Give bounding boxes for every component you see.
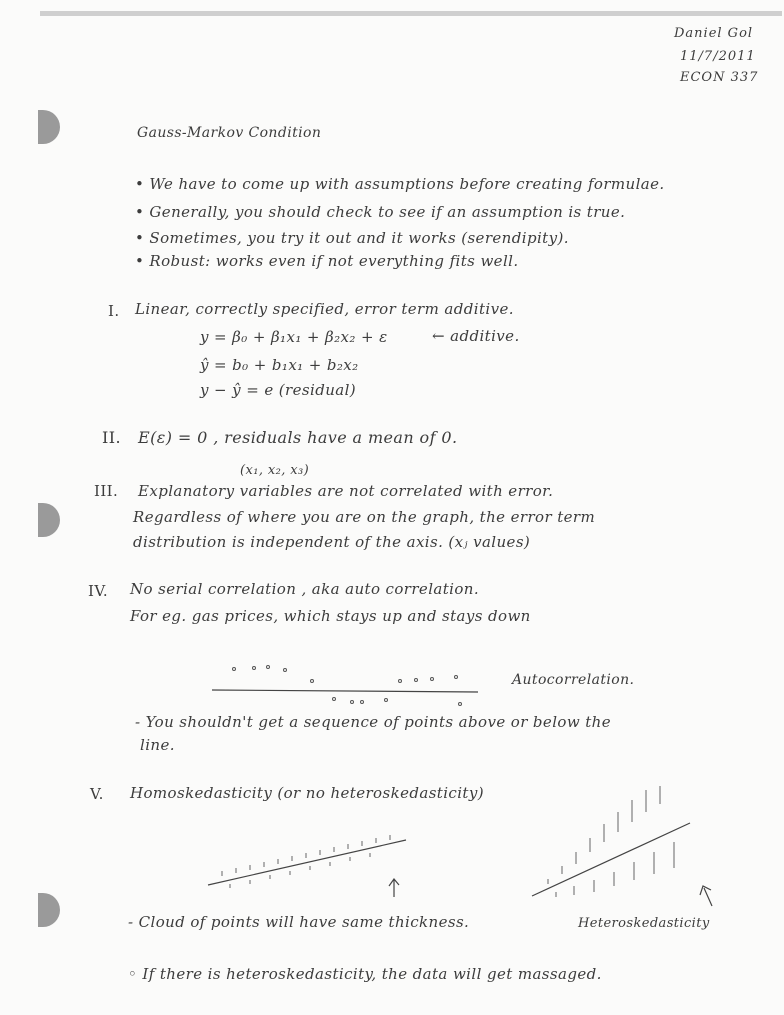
section-heading: Linear, correctly specified, error term additive.: [135, 300, 514, 318]
autocorrelation-axis-line: [212, 690, 478, 692]
bullet-text: Sometimes, you try it out and it works (serendipity).: [149, 229, 569, 247]
figure-caption: - Cloud of points will have same thickness.: [128, 913, 470, 931]
bullet-item: • We have to come up with assumptions before creating formulae.: [135, 175, 665, 193]
variables-annotation: (x₁, x₂, x₃): [240, 463, 310, 478]
page-title: Gauss-Markov Condition: [137, 125, 322, 141]
section-text: No serial correlation , aka auto correlation.: [130, 580, 480, 598]
bullet-text: Generally, you should check to see if an assumption is true.: [149, 203, 626, 221]
section-numeral: V.: [90, 785, 104, 803]
section-heading: Homoskedasticity (or no heteroskedasticity): [130, 784, 484, 802]
equation: ŷ = b₀ + b₁x₁ + b₂x₂: [200, 356, 359, 374]
section-numeral: II.: [102, 428, 121, 447]
figure-label: Autocorrelation.: [512, 672, 635, 688]
figure-caption: Heteroskedasticity: [578, 916, 710, 931]
footer-text: If there is heteroskedasticity, the data will get massaged.: [142, 965, 602, 983]
section-text: E(ε) = 0 , residuals have a mean of 0.: [138, 428, 458, 447]
bullet-item: • Generally, you should check to see if an assumption is true.: [135, 203, 626, 221]
bullet-text: We have to come up with assumptions before creating formulae.: [149, 175, 665, 193]
equation: y = β₀ + β₁x₁ + β₂x₂ + ε: [200, 328, 388, 346]
section-numeral: III.: [94, 482, 119, 500]
section-text: Explanatory variables are not correlated with error.: [138, 482, 554, 500]
section-text: For eg. gas prices, which stays up and stays down: [130, 607, 531, 625]
arrow-icon: [389, 879, 399, 897]
author-name: Daniel Gol: [674, 26, 754, 41]
section-numeral: IV.: [88, 582, 109, 600]
heteroskedastic-line: [532, 823, 690, 896]
note-date: 11/7/2011: [680, 49, 756, 64]
bullet-item: • Sometimes, you try it out and it works (serendipity).: [135, 229, 569, 247]
footer-note: ◦ If there is heteroskedasticity, the data will get massaged.: [128, 965, 602, 983]
autocorrelation-points: [233, 666, 462, 706]
section-text: Regardless of where you are on the graph, the error term: [133, 508, 596, 526]
equation-note: ← additive.: [432, 327, 520, 345]
bullet-text: Robust: works even if not everything fits well.: [149, 252, 519, 270]
bullet-item: • Robust: works even if not everything fits well.: [135, 252, 519, 270]
equation: y − ŷ = e (residual): [200, 381, 357, 399]
note-text: - You shouldn't get a sequence of points above or below the: [135, 713, 612, 731]
note-text: line.: [140, 736, 175, 754]
section-text: distribution is independent of the axis. (xⱼ values): [133, 533, 531, 551]
homoskedastic-line: [208, 840, 406, 885]
arrow-icon: [700, 886, 712, 906]
section-numeral: I.: [108, 302, 120, 320]
homoskedastic-points: [222, 835, 390, 888]
course-code: ECON 337: [680, 70, 759, 85]
